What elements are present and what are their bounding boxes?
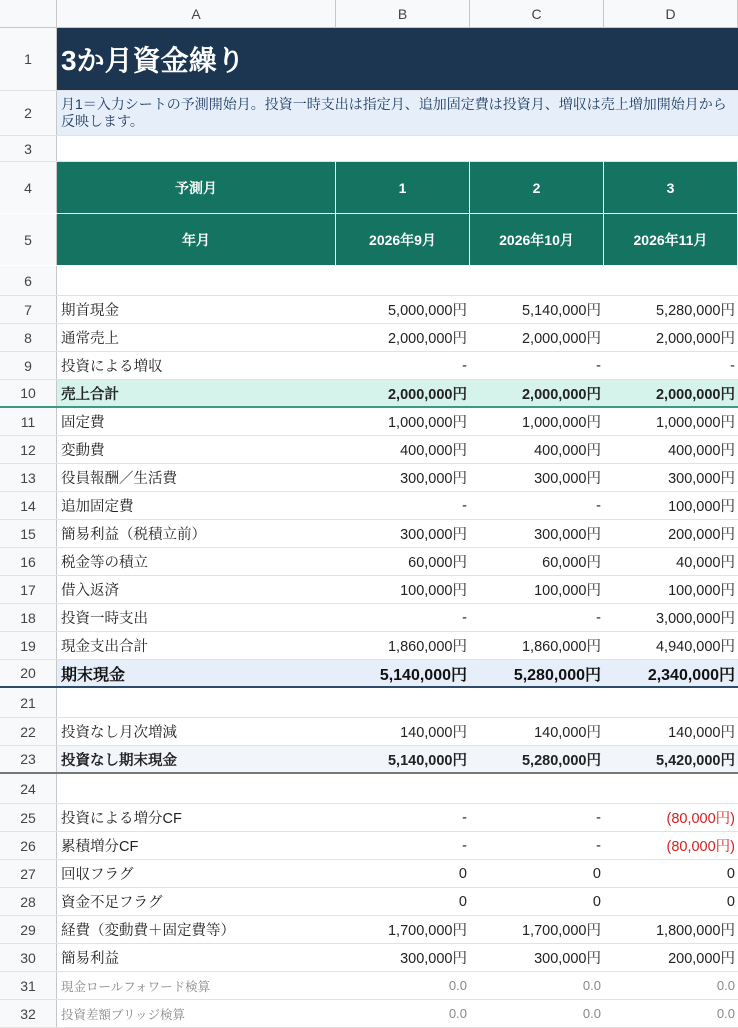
row-header[interactable]: 1	[0, 28, 57, 90]
value-cell[interactable]: -	[462, 357, 467, 374]
row-5	[0, 214, 738, 266]
value-cell[interactable]: 1,700,000円	[521, 923, 601, 939]
label-cell[interactable]: 期末現金	[57, 660, 336, 686]
label-cell[interactable]: 投資なし期末現金	[57, 746, 336, 772]
value-cell[interactable]: 140,000円	[534, 725, 601, 741]
value-cell[interactable]: 5,140,000円	[336, 660, 470, 686]
value-cell[interactable]: 0	[592, 865, 601, 882]
value-cell[interactable]: 40,000円	[676, 555, 735, 571]
row-7	[0, 296, 738, 324]
value-cell[interactable]	[336, 688, 470, 717]
row-21	[0, 688, 738, 718]
label-cell[interactable]: 簡易利益（税積立前）	[61, 527, 206, 543]
value-cell[interactable]: 300,000円	[400, 471, 467, 487]
cell[interactable]	[57, 136, 336, 161]
row-header[interactable]: 8	[0, 324, 57, 351]
header-cell-year-month[interactable]: 年月	[57, 214, 336, 265]
value-cell[interactable]: 2,000,000円	[470, 380, 604, 406]
value-cell[interactable]: 200,000円	[668, 527, 735, 543]
value-cell[interactable]: 0.0	[448, 978, 467, 993]
row-25	[0, 804, 738, 832]
value-cell[interactable]: (80,000円)	[666, 811, 735, 827]
value-cell[interactable]: 300,000円	[534, 471, 601, 487]
row-6	[0, 266, 738, 296]
value-cell[interactable]: 300,000円	[400, 951, 467, 967]
label-cell[interactable]: 現金ロールフォワード検算	[61, 979, 211, 994]
value-cell[interactable]: 2,000,000円	[336, 380, 470, 406]
row-2	[0, 91, 738, 136]
header-cell-2026-10[interactable]: 2026年10月	[470, 214, 604, 265]
label-cell[interactable]: 追加固定費	[61, 499, 134, 515]
label-cell[interactable]: 売上合計	[57, 380, 336, 406]
label-cell[interactable]: 累積増分CF	[61, 839, 139, 855]
value-cell[interactable]: 60,000円	[408, 555, 467, 571]
value-cell[interactable]: 0	[726, 893, 735, 910]
row-4	[0, 162, 738, 214]
row-header[interactable]: 18	[0, 604, 57, 631]
row-header[interactable]: 28	[0, 888, 57, 915]
row-30	[0, 944, 738, 972]
row-header[interactable]: 15	[0, 520, 57, 547]
row-header[interactable]: 3	[0, 136, 57, 161]
value-cell[interactable]: 300,000円	[534, 527, 601, 543]
label-cell[interactable]: 通常売上	[61, 331, 119, 347]
label-cell[interactable]: 期首現金	[61, 303, 119, 319]
row-header[interactable]: 30	[0, 944, 57, 971]
data-rows	[0, 266, 738, 1028]
value-cell[interactable]: 0	[458, 865, 467, 882]
header-cell-month-1[interactable]: 1	[336, 162, 470, 213]
value-cell[interactable]: (80,000円)	[666, 839, 735, 855]
value-cell[interactable]	[604, 774, 738, 803]
sheet-title[interactable]: 3か月資金繰り	[57, 28, 738, 90]
label-cell[interactable]: 回収フラグ	[61, 867, 134, 883]
value-cell[interactable]: 100,000円	[400, 583, 467, 599]
value-cell[interactable]: 2,000,000円	[655, 331, 735, 347]
row-header[interactable]: 23	[0, 746, 57, 772]
row-header[interactable]: 24	[0, 774, 57, 803]
row-10	[0, 380, 738, 408]
value-cell[interactable]	[604, 688, 738, 717]
row-header[interactable]: 10	[0, 380, 57, 406]
value-cell[interactable]: 3,000,000円	[655, 611, 735, 627]
row-header[interactable]: 7	[0, 296, 57, 323]
value-cell[interactable]: -	[596, 809, 601, 826]
value-cell[interactable]: 0.0	[716, 1006, 735, 1021]
row-header[interactable]: 19	[0, 632, 57, 659]
row-13	[0, 464, 738, 492]
row-header[interactable]: 25	[0, 804, 57, 831]
row-header[interactable]: 22	[0, 718, 57, 745]
value-cell[interactable]: 300,000円	[400, 527, 467, 543]
row-28	[0, 888, 738, 916]
value-cell[interactable]: 5,420,000円	[604, 746, 738, 772]
value-cell[interactable]: 400,000円	[534, 443, 601, 459]
value-cell[interactable]: 300,000円	[668, 471, 735, 487]
value-cell[interactable]: -	[596, 609, 601, 626]
row-header[interactable]: 29	[0, 916, 57, 943]
value-cell[interactable]: 0.0	[716, 978, 735, 993]
value-cell[interactable]: 60,000円	[542, 555, 601, 571]
value-cell[interactable]: 0.0	[448, 1006, 467, 1021]
value-cell[interactable]: 1,700,000円	[387, 923, 467, 939]
value-cell[interactable]: 1,000,000円	[655, 415, 735, 431]
value-cell[interactable]: 1,860,000円	[387, 639, 467, 655]
row-header[interactable]: 32	[0, 1000, 57, 1027]
row-11	[0, 408, 738, 436]
label-cell[interactable]: 税金等の積立	[61, 555, 148, 571]
value-cell[interactable]: -	[596, 497, 601, 514]
value-cell[interactable]: 0	[458, 893, 467, 910]
value-cell[interactable]: -	[462, 497, 467, 514]
row-17	[0, 576, 738, 604]
row-22	[0, 718, 738, 746]
header-cell-month-3[interactable]: 3	[604, 162, 738, 213]
header-cell-forecast-month[interactable]: 予測月	[57, 162, 336, 213]
value-cell[interactable]: 100,000円	[668, 583, 735, 599]
value-cell[interactable]: 1,000,000円	[521, 415, 601, 431]
value-cell[interactable]: 2,340,000円	[604, 660, 738, 686]
value-cell[interactable]: 5,280,000円	[470, 660, 604, 686]
label-cell[interactable]	[57, 774, 336, 803]
row-31	[0, 972, 738, 1000]
value-cell[interactable]	[604, 266, 738, 295]
row-header[interactable]: 9	[0, 352, 57, 379]
row-19	[0, 632, 738, 660]
row-header[interactable]: 4	[0, 162, 57, 213]
row-header[interactable]: 5	[0, 214, 57, 265]
value-cell[interactable]: 0.0	[582, 978, 601, 993]
value-cell[interactable]: 1,800,000円	[655, 923, 735, 939]
value-cell[interactable]: 200,000円	[668, 951, 735, 967]
value-cell[interactable]: 300,000円	[534, 951, 601, 967]
value-cell[interactable]: 100,000円	[534, 583, 601, 599]
value-cell[interactable]: 140,000円	[400, 725, 467, 741]
value-cell[interactable]: 2,000,000円	[387, 331, 467, 347]
row-header[interactable]: 27	[0, 860, 57, 887]
value-cell[interactable]: 2,000,000円	[604, 380, 738, 406]
select-all-corner[interactable]	[0, 0, 57, 27]
value-cell[interactable]: -	[596, 837, 601, 854]
label-cell[interactable]: 経費（変動費＋固定費等）	[61, 923, 235, 939]
row-23	[0, 746, 738, 774]
row-29	[0, 916, 738, 944]
row-20	[0, 660, 738, 688]
row-26	[0, 832, 738, 860]
label-cell[interactable]: 投資による増収	[61, 359, 163, 375]
value-cell[interactable]: 1,000,000円	[387, 415, 467, 431]
label-cell[interactable]: 固定費	[61, 415, 105, 431]
value-cell[interactable]: -	[462, 809, 467, 826]
column-header-row	[0, 0, 738, 28]
column-header-a[interactable]: A	[57, 0, 336, 27]
row-24	[0, 774, 738, 804]
column-header-d[interactable]: D	[604, 0, 738, 27]
value-cell[interactable]: 4,940,000円	[655, 639, 735, 655]
value-cell[interactable]: 5,140,000円	[521, 303, 601, 319]
sheet-note[interactable]: 月1＝入力シートの予測開始月。投資一時支出は指定月、追加固定費は投資月、増収は売上増加開始月から反映します。	[57, 91, 738, 135]
value-cell[interactable]: 400,000円	[400, 443, 467, 459]
row-27	[0, 860, 738, 888]
value-cell[interactable]: -	[462, 609, 467, 626]
column-header-c[interactable]: C	[470, 0, 604, 27]
value-cell[interactable]	[470, 774, 604, 803]
label-cell[interactable]: 投資なし月次増減	[61, 725, 177, 741]
header-cell-month-2[interactable]: 2	[470, 162, 604, 213]
value-cell[interactable]: 2,000,000円	[521, 331, 601, 347]
row-header[interactable]: 13	[0, 464, 57, 491]
value-cell[interactable]: 0.0	[582, 1006, 601, 1021]
value-cell[interactable]: 400,000円	[668, 443, 735, 459]
value-cell[interactable]	[470, 688, 604, 717]
label-cell[interactable]: 投資一時支出	[61, 611, 148, 627]
row-header[interactable]: 21	[0, 688, 57, 717]
row-9	[0, 352, 738, 380]
value-cell[interactable]: 0	[592, 893, 601, 910]
label-cell[interactable]: 簡易利益	[61, 951, 119, 967]
label-cell[interactable]	[57, 266, 336, 295]
label-cell[interactable]: 資金不足フラグ	[61, 895, 163, 911]
value-cell[interactable]: 5,280,000円	[655, 303, 735, 319]
row-header[interactable]: 31	[0, 972, 57, 999]
row-header[interactable]: 6	[0, 266, 57, 295]
value-cell[interactable]	[470, 266, 604, 295]
label-cell[interactable]: 役員報酬／生活費	[61, 471, 177, 487]
label-cell[interactable]: 投資差額ブリッジ検算	[61, 1007, 186, 1022]
value-cell[interactable]: 5,280,000円	[470, 746, 604, 772]
column-header-b[interactable]: B	[336, 0, 470, 27]
value-cell[interactable]: -	[730, 357, 735, 374]
row-header[interactable]: 11	[0, 408, 57, 435]
label-cell[interactable]: 現金支出合計	[61, 639, 148, 655]
value-cell[interactable]: 5,000,000円	[387, 303, 467, 319]
label-cell[interactable]	[57, 688, 336, 717]
row-3	[0, 136, 738, 162]
value-cell[interactable]: -	[462, 837, 467, 854]
row-1	[0, 28, 738, 91]
row-header[interactable]: 20	[0, 660, 57, 686]
value-cell[interactable]: 5,140,000円	[336, 746, 470, 772]
row-header[interactable]: 14	[0, 492, 57, 519]
row-18	[0, 604, 738, 632]
value-cell[interactable]: 1,860,000円	[521, 639, 601, 655]
value-cell[interactable]: 0	[726, 865, 735, 882]
header-cell-2026-09[interactable]: 2026年9月	[336, 214, 470, 265]
row-14	[0, 492, 738, 520]
row-header[interactable]: 2	[0, 91, 57, 135]
label-cell[interactable]: 変動費	[61, 443, 105, 459]
row-header[interactable]: 26	[0, 832, 57, 859]
value-cell[interactable]	[336, 266, 470, 295]
row-header[interactable]: 12	[0, 436, 57, 463]
value-cell[interactable]	[336, 774, 470, 803]
header-cell-2026-11[interactable]: 2026年11月	[604, 214, 738, 265]
row-header[interactable]: 17	[0, 576, 57, 603]
value-cell[interactable]: 100,000円	[668, 499, 735, 515]
value-cell[interactable]: -	[596, 357, 601, 374]
row-16	[0, 548, 738, 576]
label-cell[interactable]: 投資による増分CF	[61, 811, 182, 827]
row-12	[0, 436, 738, 464]
row-15	[0, 520, 738, 548]
value-cell[interactable]: 140,000円	[668, 725, 735, 741]
row-8	[0, 324, 738, 352]
row-header[interactable]: 16	[0, 548, 57, 575]
label-cell[interactable]: 借入返済	[61, 583, 119, 599]
